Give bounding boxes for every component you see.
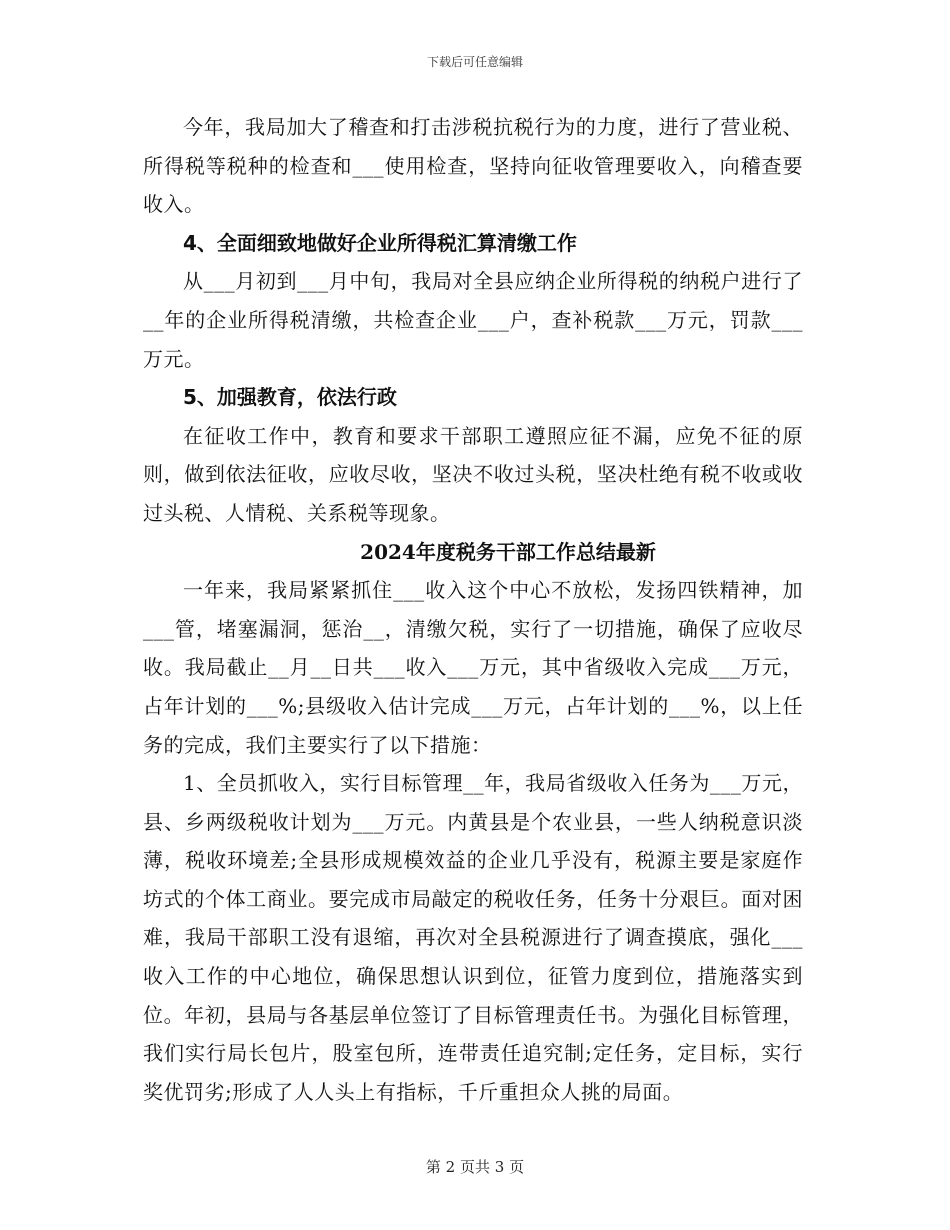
paragraph-income-tax: 从___月初到___月中旬，我局对全县应纳企业所得税的纳税户进行了__年的企业所得税清缴，共检查企业___户，查补税款___万元，罚款___万元。 xyxy=(143,269,803,371)
paragraph-education: 在征收工作中，教育和要求干部职工遵照应征不漏，应免不征的原则，做到依法征收，应收尽收，坚决不收过头税，坚决杜绝有税不收或收过头税、人情税、关系税等现象。 xyxy=(143,423,803,525)
page-number: 第 2 页共 3 页 xyxy=(425,1158,525,1176)
page-header: 下载后可任意编辑 xyxy=(426,55,523,69)
paragraph-summary: 一年来，我局紧紧抓住___收入这个中心不放松，发扬四铁精神，加___管，堵塞漏洞，惩治__，清缴欠税，实行了一切措施，确保了应收尽收。我局截止__月__日共___收入___万元，其中省级收入完成___万元，占年计划的___%;县级收入估计完成___万元，占年计划的___%，以上任务的完成，我们主要实行了以下措施： xyxy=(143,578,803,757)
document-body xyxy=(143,108,803,1111)
document-title: 2024年度税务干部工作总结最新 xyxy=(360,539,656,564)
section-heading-5: 5、加强教育，依法行政 xyxy=(183,385,397,410)
paragraph-measure-1: 1、全员抓收入，实行目标管理__年，我局省级收入任务为___万元，县、乡两级税收计划为___万元。内黄县是个农业县，一些人纳税意识淡薄，税收环境差;全县形成规模效益的企业几乎没有，税源主要是家庭作坊式的个体工商业。要完成市局敲定的税收任务，任务十分艰巨。面对困难，我局干部职工没有退缩，再次对全县税源进行了调查摸底，强化___收入工作的中心地位，确保思想认识到位，征管力度到位，措施落实到位。年初，县局与各基层单位签订了目标管理责任书。为强化目标管理，我们实行局长包片，股室包所，连带责任追究制;定任务，定目标，实行奖优罚劣;形成了人人头上有指标，千斤重担众人挑的局面。 xyxy=(143,771,803,1104)
section-heading-4: 4、全面细致地做好企业所得税汇算清缴工作 xyxy=(183,230,577,255)
paragraph-audit: 今年，我局加大了稽查和打击涉税抗税行为的力度，进行了营业税、所得税等税种的检查和___使用检查，坚持向征收管理要收入，向稽查要收入。 xyxy=(143,115,803,217)
